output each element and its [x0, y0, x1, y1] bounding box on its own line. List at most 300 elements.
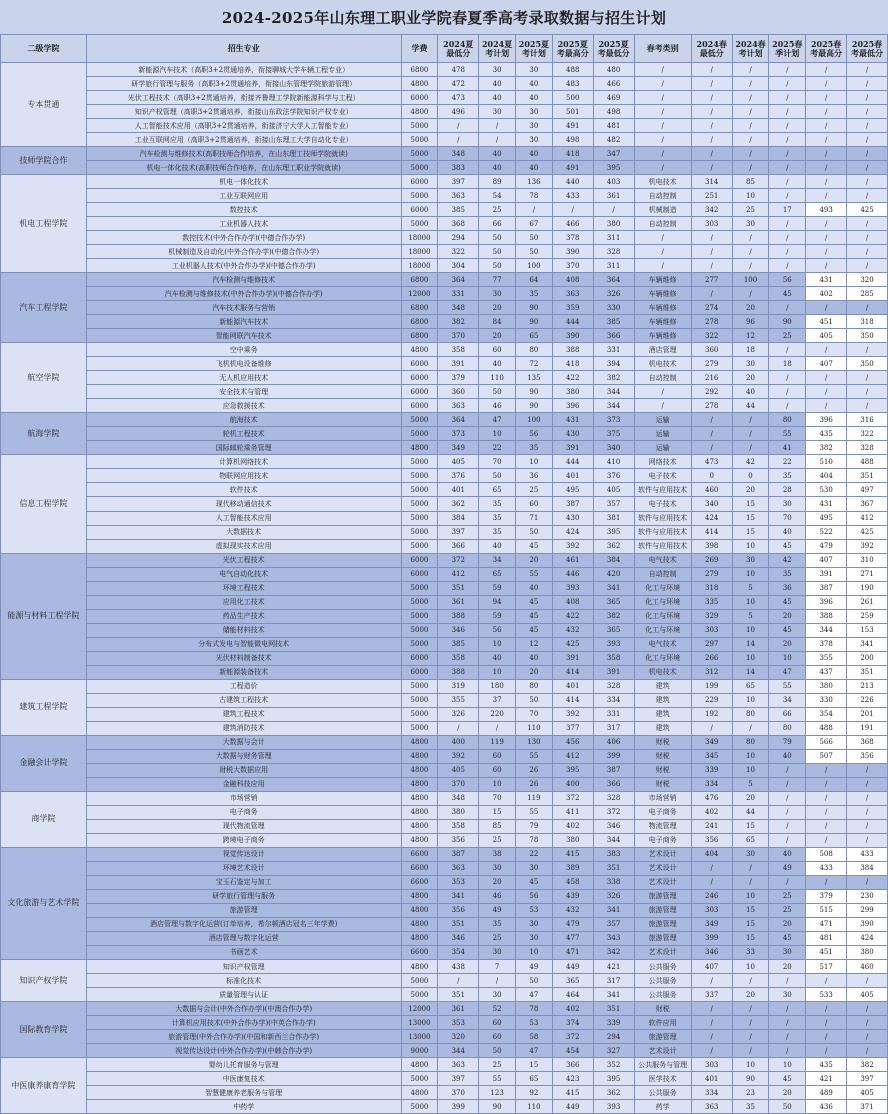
data-cell: 329 — [691, 609, 732, 623]
data-cell: / — [479, 119, 516, 133]
header-cell: 2025夏考最高分 — [552, 35, 593, 63]
data-cell: 269 — [691, 553, 732, 567]
data-cell: / — [847, 371, 888, 385]
spring-category-cell: / — [634, 63, 691, 77]
data-cell: 40 — [479, 357, 516, 371]
data-cell: 476 — [691, 791, 732, 805]
data-cell: / — [732, 77, 769, 91]
data-cell: 363 — [552, 287, 593, 301]
data-cell: 303 — [691, 1058, 732, 1072]
data-cell: / — [769, 147, 806, 161]
data-cell: / — [847, 1044, 888, 1058]
data-cell: 5000 — [401, 497, 438, 511]
data-cell: 390 — [552, 329, 593, 343]
data-cell: 229 — [691, 693, 732, 707]
data-cell: 45 — [769, 539, 806, 553]
data-cell: 6800 — [401, 329, 438, 343]
data-cell: 387 — [593, 763, 634, 777]
table-row — [1, 483, 888, 497]
spring-category-cell: 旅游管理 — [634, 931, 691, 945]
major-cell: 国际邮轮乘务管理 — [86, 441, 401, 455]
data-cell: 330 — [593, 301, 634, 315]
data-cell: 25 — [479, 203, 516, 217]
major-cell: 光伏工程技术 — [86, 553, 401, 567]
data-cell: 22 — [516, 847, 553, 861]
data-cell: / — [847, 77, 888, 91]
spring-category-cell: / — [634, 245, 691, 259]
data-cell: 70 — [516, 707, 553, 721]
table-row — [1, 329, 888, 343]
data-cell: 399 — [691, 931, 732, 945]
data-cell: 4800 — [401, 819, 438, 833]
major-cell: 电子商务 — [86, 805, 401, 819]
data-cell: 4800 — [401, 735, 438, 749]
table-row — [1, 988, 888, 1002]
table-row — [1, 441, 888, 455]
data-cell: 50 — [516, 525, 553, 539]
data-cell: 66 — [769, 707, 806, 721]
data-cell: 55 — [516, 567, 553, 581]
data-cell: 30 — [769, 945, 806, 959]
data-cell: 30 — [769, 497, 806, 511]
major-cell: 虚拟现实技术应用 — [86, 539, 401, 553]
data-cell: 45 — [769, 1072, 806, 1086]
data-cell: 421 — [806, 1072, 847, 1086]
data-cell: 41 — [769, 441, 806, 455]
data-cell: 362 — [438, 497, 479, 511]
data-cell: / — [691, 441, 732, 455]
data-cell: 53 — [516, 903, 553, 917]
data-cell: / — [806, 875, 847, 889]
major-cell: 中医康复技术 — [86, 1072, 401, 1086]
data-cell: 372 — [438, 553, 479, 567]
data-cell: 395 — [552, 763, 593, 777]
data-cell: 18 — [732, 343, 769, 357]
major-cell: 储能材料技术 — [86, 623, 401, 637]
data-cell: 30 — [479, 861, 516, 875]
data-cell: 436 — [806, 1100, 847, 1114]
data-cell: 373 — [593, 413, 634, 427]
data-cell: 65 — [732, 679, 769, 693]
data-cell: 40 — [479, 147, 516, 161]
data-cell: 471 — [552, 945, 593, 959]
data-cell: 358 — [438, 651, 479, 665]
data-cell: / — [806, 77, 847, 91]
data-cell: 278 — [691, 315, 732, 329]
spring-category-cell: / — [634, 399, 691, 413]
data-cell: 78 — [516, 189, 553, 203]
data-cell: 10 — [732, 539, 769, 553]
data-cell: / — [806, 119, 847, 133]
data-cell: 35 — [479, 917, 516, 931]
data-cell: 10 — [732, 623, 769, 637]
data-cell: 477 — [552, 931, 593, 945]
data-cell: 407 — [806, 553, 847, 567]
college-cell: 能源与材料工程学院 — [1, 553, 87, 679]
data-cell: 371 — [847, 1100, 888, 1114]
data-cell: 35 — [516, 441, 553, 455]
data-cell: / — [769, 161, 806, 175]
data-cell: 65 — [516, 329, 553, 343]
data-cell: / — [847, 245, 888, 259]
data-cell: 25 — [479, 1058, 516, 1072]
data-cell: 40 — [479, 539, 516, 553]
data-cell: 363 — [438, 399, 479, 413]
data-cell: / — [847, 777, 888, 791]
data-cell: 530 — [806, 483, 847, 497]
data-cell: 346 — [438, 931, 479, 945]
data-cell: / — [847, 1016, 888, 1030]
spring-category-cell: 建筑 — [634, 707, 691, 721]
major-cell: 新能源装备技术 — [86, 665, 401, 679]
data-cell: 55 — [516, 805, 553, 819]
data-cell: 65 — [732, 833, 769, 847]
data-cell: 35 — [479, 511, 516, 525]
data-cell: 331 — [438, 287, 479, 301]
data-cell: 59 — [479, 609, 516, 623]
data-cell: 90 — [516, 399, 553, 413]
data-cell: 4800 — [401, 805, 438, 819]
spring-category-cell: 电子技术 — [634, 469, 691, 483]
data-cell: 488 — [806, 721, 847, 735]
major-cell: 现代移动通信技术 — [86, 497, 401, 511]
data-cell: 25 — [732, 203, 769, 217]
table-row — [1, 217, 888, 231]
header-cell: 2025夏考最低分 — [593, 35, 634, 63]
college-cell: 建筑工程学院 — [1, 679, 87, 735]
data-cell: 407 — [806, 357, 847, 371]
major-cell: 机电一体化技术(高职技师合作培养，在山东理工职业学院就读) — [86, 161, 401, 175]
data-cell: / — [806, 231, 847, 245]
major-cell: 数控技术 — [86, 203, 401, 217]
data-cell: 461 — [552, 553, 593, 567]
data-cell: / — [806, 385, 847, 399]
data-cell: 20 — [769, 960, 806, 974]
data-cell: 387 — [438, 847, 479, 861]
data-cell: 497 — [847, 483, 888, 497]
data-cell: 4800 — [401, 777, 438, 791]
table-row — [1, 1058, 888, 1072]
data-cell: 4800 — [401, 1086, 438, 1100]
college-cell: 国际教育学院 — [1, 1002, 87, 1058]
table-row — [1, 371, 888, 385]
data-cell: / — [769, 833, 806, 847]
data-cell: 399 — [438, 1100, 479, 1114]
data-cell: 345 — [691, 749, 732, 763]
data-cell: 493 — [806, 203, 847, 217]
data-cell: 4800 — [401, 77, 438, 91]
data-cell: 341 — [593, 581, 634, 595]
data-cell: 495 — [806, 511, 847, 525]
data-cell: 44 — [732, 805, 769, 819]
data-cell: 25 — [769, 329, 806, 343]
data-cell: 85 — [732, 175, 769, 189]
data-cell: 90 — [479, 1100, 516, 1114]
data-cell: 349 — [691, 917, 732, 931]
data-cell: 392 — [552, 707, 593, 721]
data-cell: 5000 — [401, 511, 438, 525]
data-cell: 26 — [516, 777, 553, 791]
data-cell: 326 — [593, 889, 634, 903]
data-cell: 30 — [732, 357, 769, 371]
data-cell: 501 — [552, 105, 593, 119]
data-cell: 4800 — [401, 763, 438, 777]
data-cell: 330 — [806, 693, 847, 707]
data-cell: 70 — [769, 511, 806, 525]
data-cell: 304 — [438, 259, 479, 273]
spring-category-cell: 化工与环境 — [634, 623, 691, 637]
table-row — [1, 245, 888, 259]
data-cell: 375 — [593, 427, 634, 441]
data-cell: 56 — [769, 273, 806, 287]
data-cell: 444 — [552, 455, 593, 469]
college-cell: 中医康养康育学院 — [1, 1058, 87, 1114]
data-cell: 342 — [593, 945, 634, 959]
data-cell: 471 — [806, 917, 847, 931]
data-cell: 5000 — [401, 133, 438, 147]
data-cell: / — [847, 875, 888, 889]
data-cell: 15 — [732, 903, 769, 917]
major-cell: 药品生产技术 — [86, 609, 401, 623]
data-cell: 0 — [732, 469, 769, 483]
data-cell: 30 — [732, 847, 769, 861]
college-cell: 商学院 — [1, 791, 87, 847]
data-cell: 70 — [479, 791, 516, 805]
data-cell: 340 — [593, 441, 634, 455]
data-cell: 515 — [806, 903, 847, 917]
data-cell: / — [847, 231, 888, 245]
data-cell: 405 — [438, 763, 479, 777]
data-cell: 335 — [691, 595, 732, 609]
data-cell: 473 — [438, 91, 479, 105]
data-cell: / — [806, 1044, 847, 1058]
table-row — [1, 651, 888, 665]
spring-category-cell: 自动控制 — [634, 371, 691, 385]
data-cell: / — [806, 371, 847, 385]
data-cell: 340 — [691, 497, 732, 511]
data-cell: / — [806, 805, 847, 819]
spring-category-cell: 软件与应用技术 — [634, 511, 691, 525]
data-cell: 479 — [552, 917, 593, 931]
data-cell: 84 — [479, 315, 516, 329]
spring-category-cell: 市场营销 — [634, 791, 691, 805]
data-cell: / — [806, 105, 847, 119]
data-cell: 430 — [552, 511, 593, 525]
data-cell: 388 — [552, 343, 593, 357]
data-cell: 10 — [732, 1058, 769, 1072]
spring-category-cell: 运输 — [634, 427, 691, 441]
page-title: 2024-2025年山东理工职业学院春夏季高考录取数据与招生计划 — [0, 0, 888, 35]
data-cell: 380 — [552, 833, 593, 847]
data-cell: 5000 — [401, 1072, 438, 1086]
data-cell: 500 — [552, 91, 593, 105]
data-cell: 34 — [769, 693, 806, 707]
data-cell: 30 — [516, 861, 553, 875]
data-cell: 438 — [438, 960, 479, 974]
spring-category-cell: 旅游管理 — [634, 1030, 691, 1044]
data-cell: 364 — [438, 273, 479, 287]
data-cell: 45 — [516, 595, 553, 609]
table-row — [1, 805, 888, 819]
data-cell: 435 — [806, 427, 847, 441]
data-cell: 55 — [769, 679, 806, 693]
data-cell: 361 — [438, 595, 479, 609]
table-row — [1, 273, 888, 287]
table-row — [1, 497, 888, 511]
major-cell: 大数据与财务管理 — [86, 749, 401, 763]
data-cell: / — [806, 259, 847, 273]
data-cell: 310 — [847, 553, 888, 567]
table-row — [1, 539, 888, 553]
data-cell: 444 — [552, 315, 593, 329]
data-cell: / — [769, 77, 806, 91]
data-cell: 376 — [438, 469, 479, 483]
data-cell: 266 — [691, 651, 732, 665]
data-cell: 361 — [438, 1002, 479, 1016]
data-cell: 361 — [593, 189, 634, 203]
data-cell: / — [769, 217, 806, 231]
data-cell: 15 — [516, 1058, 553, 1072]
data-cell: 119 — [479, 735, 516, 749]
data-cell: 370 — [438, 777, 479, 791]
data-cell: 334 — [691, 1086, 732, 1100]
data-cell: 46 — [479, 399, 516, 413]
data-cell: / — [691, 1030, 732, 1044]
data-cell: 52 — [479, 1002, 516, 1016]
data-cell: 344 — [593, 385, 634, 399]
major-cell: 财税大数据应用 — [86, 763, 401, 777]
data-cell: 36 — [516, 469, 553, 483]
data-cell: 6000 — [401, 651, 438, 665]
data-cell: 360 — [691, 343, 732, 357]
data-cell: 50 — [479, 469, 516, 483]
spring-category-cell: 运输 — [634, 413, 691, 427]
table-row — [1, 567, 888, 581]
data-cell: / — [806, 1016, 847, 1030]
data-cell: 479 — [806, 539, 847, 553]
data-cell: / — [847, 763, 888, 777]
spring-category-cell: 车辆维修 — [634, 301, 691, 315]
major-cell: 知识产权管理（高职3+2贯通培养，衔接山东政法学院知识产权专业） — [86, 105, 401, 119]
data-cell: 346 — [691, 945, 732, 959]
data-cell: / — [769, 371, 806, 385]
data-cell: 6000 — [401, 203, 438, 217]
major-cell: 书画艺术 — [86, 945, 401, 959]
data-cell: 317 — [593, 721, 634, 735]
data-cell: 395 — [593, 525, 634, 539]
data-cell: 297 — [691, 637, 732, 651]
spring-category-cell: 公共服务 — [634, 1086, 691, 1100]
spring-category-cell: 车辆维修 — [634, 315, 691, 329]
major-cell: 轮机工程技术 — [86, 427, 401, 441]
data-cell: 20 — [479, 329, 516, 343]
header-cell: 2024春考计划 — [732, 35, 769, 63]
data-cell: 372 — [552, 1030, 593, 1044]
data-cell: 408 — [552, 595, 593, 609]
data-cell: 45 — [769, 287, 806, 301]
data-cell: 45 — [516, 539, 553, 553]
data-cell: 14 — [732, 665, 769, 679]
data-cell: 483 — [552, 77, 593, 91]
data-cell: 320 — [847, 273, 888, 287]
data-cell: 45 — [769, 623, 806, 637]
major-cell: 旅游管理(中外合作办学)(中国和新西兰合作办学) — [86, 1030, 401, 1044]
spring-category-cell: 旅游管理 — [634, 889, 691, 903]
data-cell: / — [691, 147, 732, 161]
data-cell: 15 — [732, 931, 769, 945]
data-cell: 6600 — [401, 945, 438, 959]
college-cell: 航海学院 — [1, 413, 87, 455]
header-cell: 2024夏考计划 — [479, 35, 516, 63]
data-cell: 5000 — [401, 161, 438, 175]
data-cell: 327 — [593, 1044, 634, 1058]
data-cell: 119 — [516, 791, 553, 805]
spring-category-cell: 运输 — [634, 441, 691, 455]
data-cell: 405 — [847, 988, 888, 1002]
data-cell: 278 — [691, 399, 732, 413]
spring-category-cell: 机电技术 — [634, 665, 691, 679]
header-cell: 学费 — [401, 35, 438, 63]
spring-category-cell: / — [634, 91, 691, 105]
major-cell: 大数据技术 — [86, 525, 401, 539]
data-cell: 53 — [516, 1016, 553, 1030]
college-cell: 专本贯通 — [1, 63, 87, 147]
data-cell: 343 — [593, 931, 634, 945]
data-cell: 30 — [479, 105, 516, 119]
data-cell: 40 — [479, 651, 516, 665]
data-cell: 4800 — [401, 105, 438, 119]
data-cell: 5000 — [401, 595, 438, 609]
data-cell: 5000 — [401, 623, 438, 637]
data-cell: 352 — [593, 1058, 634, 1072]
data-cell: 220 — [479, 707, 516, 721]
data-cell: / — [732, 119, 769, 133]
data-cell: / — [806, 189, 847, 203]
data-cell: 42 — [732, 455, 769, 469]
data-cell: 5000 — [401, 637, 438, 651]
data-cell: 80 — [769, 413, 806, 427]
major-cell: 环境艺术设计 — [86, 861, 401, 875]
data-cell: 6800 — [401, 63, 438, 77]
college-cell: 机电工程学院 — [1, 175, 87, 273]
data-cell: 50 — [769, 1100, 806, 1114]
table-row — [1, 301, 888, 315]
data-cell: 10 — [732, 595, 769, 609]
data-cell: 135 — [516, 371, 553, 385]
data-cell: 79 — [769, 735, 806, 749]
data-cell: 0 — [691, 469, 732, 483]
data-cell: 46 — [479, 889, 516, 903]
data-cell: 20 — [769, 1086, 806, 1100]
data-cell: 10 — [732, 651, 769, 665]
data-cell: / — [769, 777, 806, 791]
data-cell: / — [732, 1044, 769, 1058]
data-cell: 10 — [479, 427, 516, 441]
data-cell: 437 — [806, 665, 847, 679]
data-cell: / — [847, 1002, 888, 1016]
table-row — [1, 974, 888, 988]
data-cell: / — [847, 791, 888, 805]
data-cell: / — [438, 974, 479, 988]
data-cell: 405 — [847, 1086, 888, 1100]
data-cell: / — [806, 133, 847, 147]
data-cell: 339 — [593, 1016, 634, 1030]
data-cell: 23 — [732, 1086, 769, 1100]
major-cell: 软件技术 — [86, 483, 401, 497]
data-cell: / — [732, 875, 769, 889]
data-cell: 522 — [806, 525, 847, 539]
data-cell: 395 — [593, 161, 634, 175]
